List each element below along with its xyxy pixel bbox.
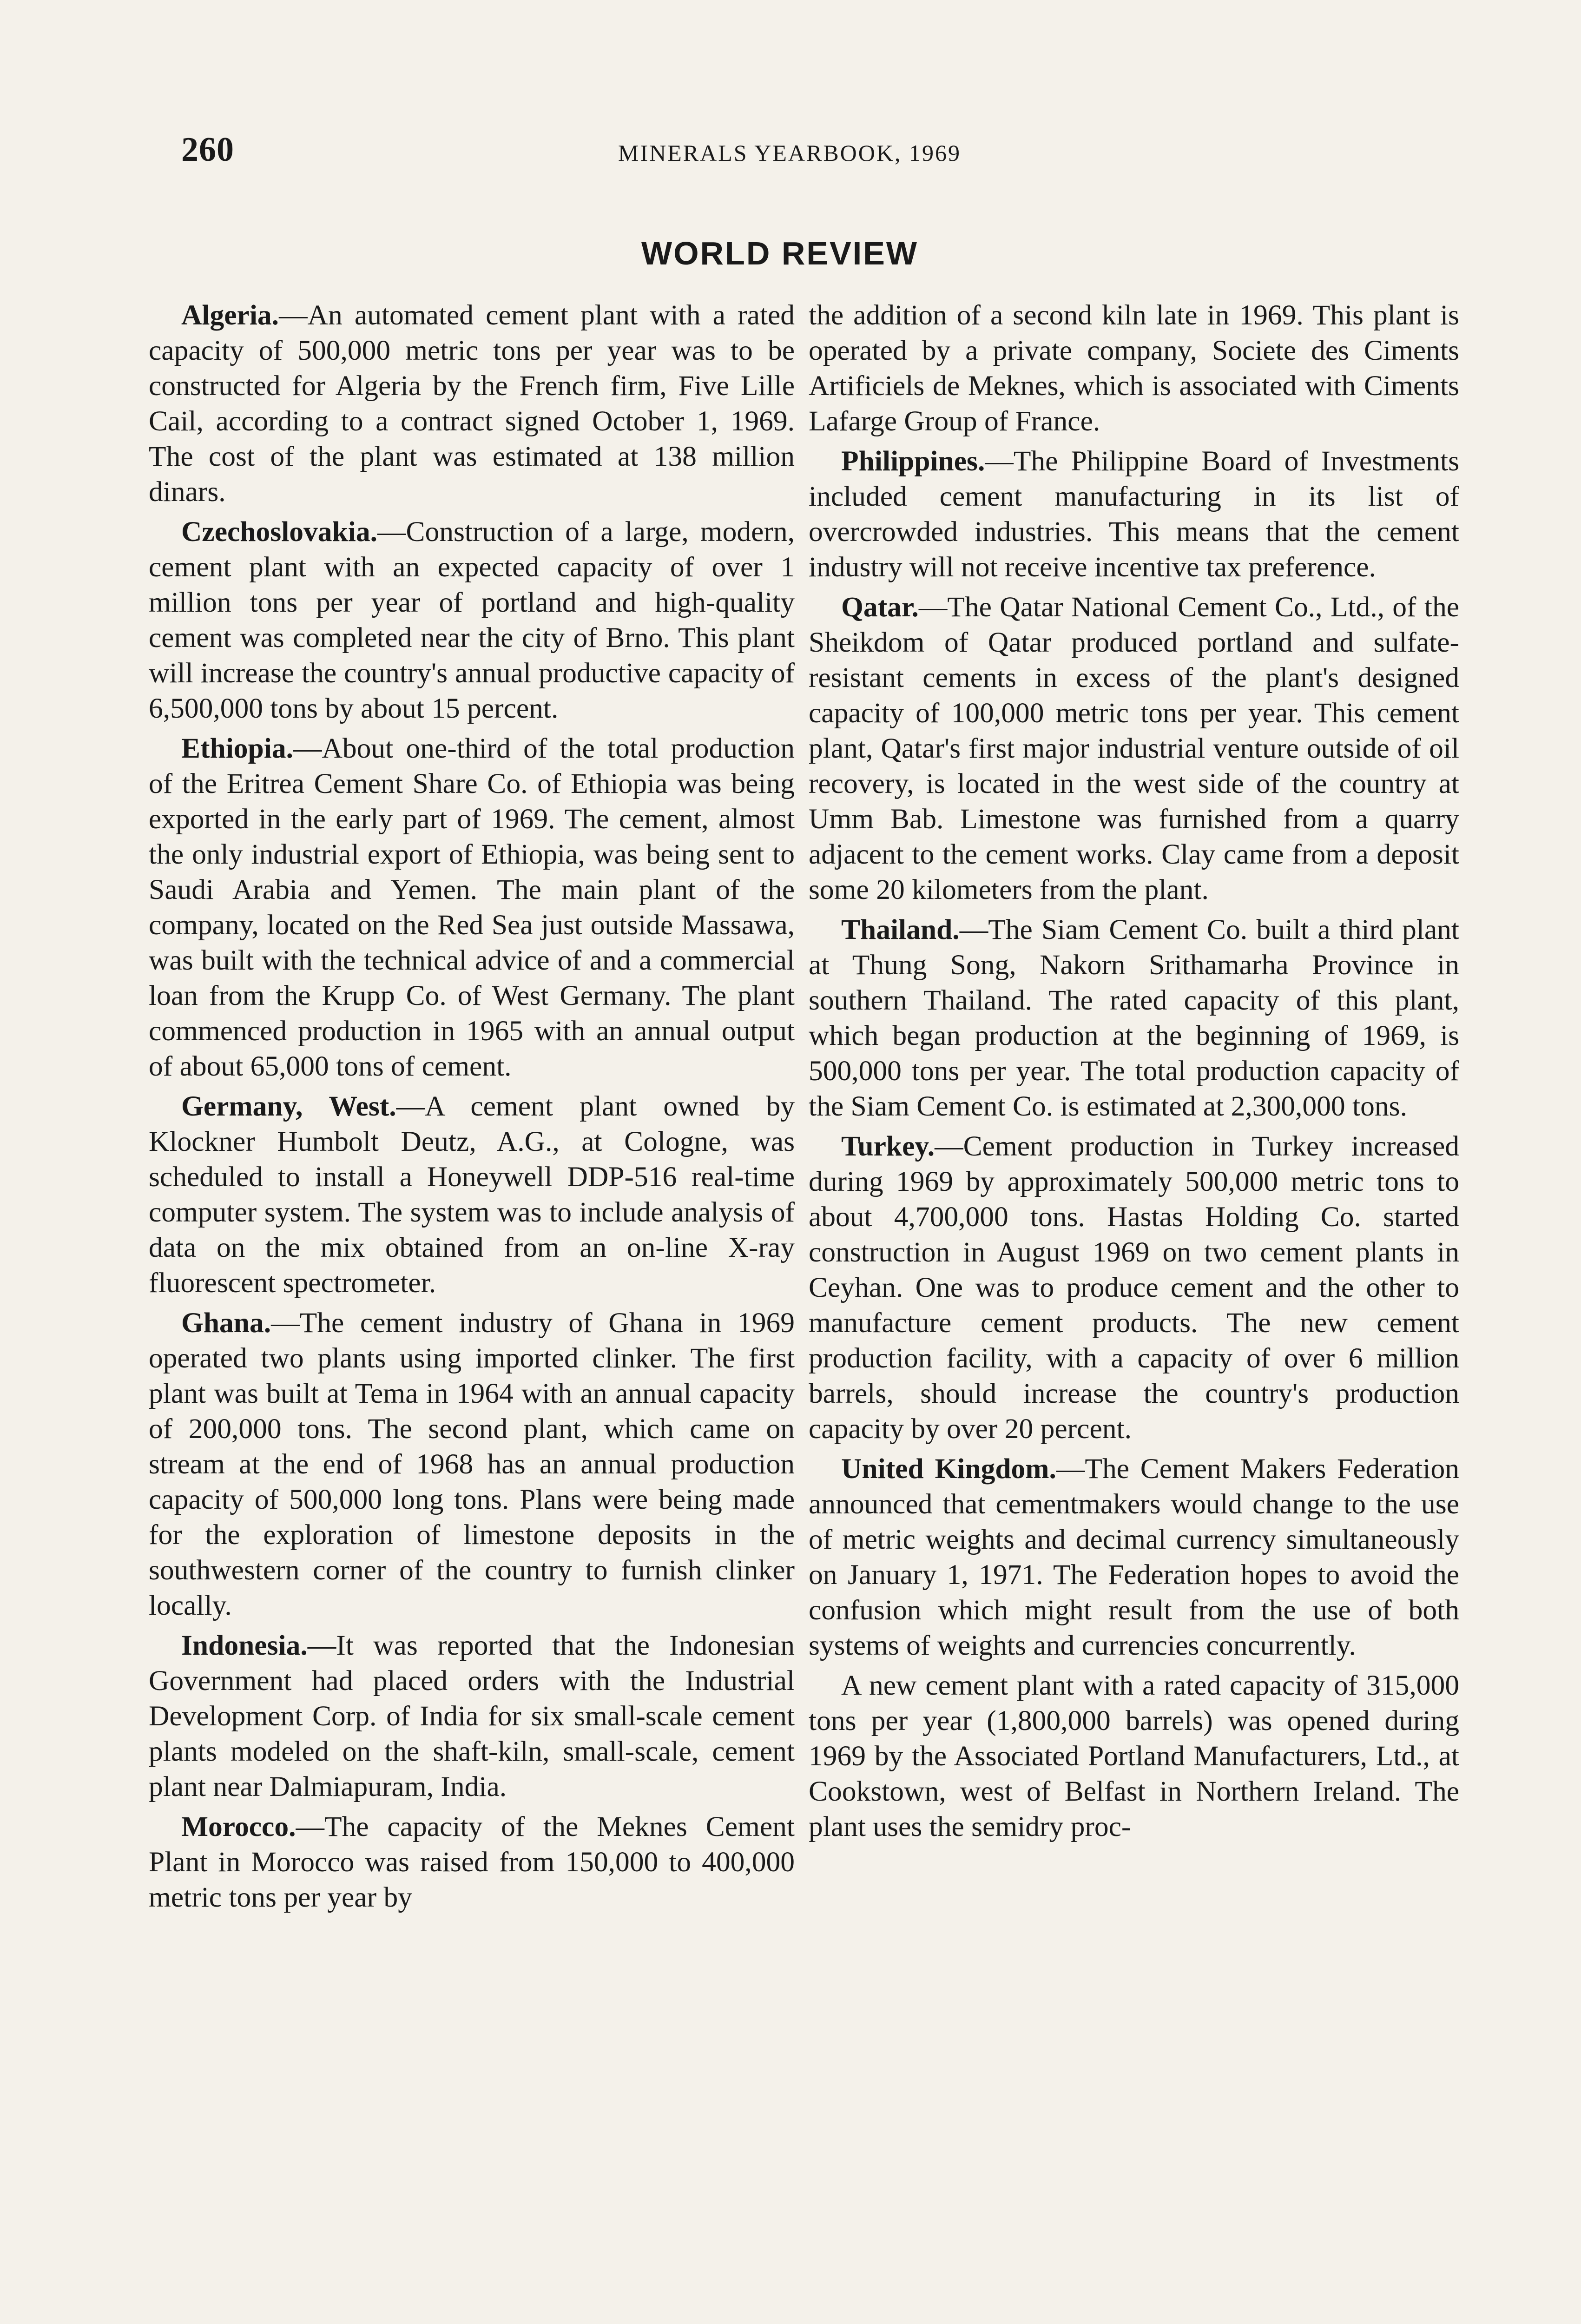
country-heading: Ghana.	[181, 1307, 271, 1339]
paragraph-text: —Construction of a large, modern, cement plant with an expected capacity of over 1 million tons per year of portland and high-quality cement was completed near the city of Brno. This plant will increase the country's annual productive capacity of 6,500,000 tons by about 15 percent.	[149, 516, 795, 724]
paragraph-text: —The Qatar National Cement Co., Ltd., of the Sheikdom of Qatar produced portland and sulfate-resistant cements in excess of the plant's designed capacity of 100,000 metric tons per year. This cement plant, Qatar's first major industrial venture outside of oil recovery, is located in the west side of the country at Umm Bab. Limestone was furnished from a quarry adjacent to the cement works. Clay came from a deposit some 20 kilometers from the plant.	[809, 591, 1459, 905]
paragraph-czechoslovakia	[149, 514, 795, 726]
paragraph-text: —A cement plant owned by Klockner Humbolt Deutz, A.G., at Cologne, was scheduled to install a Honeywell DDP-516 real-time computer system. The system was to include analysis of data on the mix obtained from an on-line X-ray fluorescent spectrometer.	[149, 1090, 795, 1299]
paragraph-text: —The Philippine Board of Investments included cement manufacturing in its list of overcrowded industries. This means that the cement industry will not receive incentive tax preference.	[809, 445, 1459, 583]
paragraph-qatar	[809, 589, 1459, 907]
paragraph-northern-ireland-plant	[809, 1668, 1459, 1844]
section-title: WORLD REVIEW	[641, 235, 918, 271]
country-heading: Germany, West.	[181, 1090, 396, 1122]
paragraph-thailand	[809, 912, 1459, 1124]
country-heading: Morocco.	[181, 1811, 296, 1842]
page-number: 260	[181, 131, 234, 169]
paragraph-philippines	[809, 443, 1459, 585]
left-column	[149, 297, 795, 1920]
paragraph-morocco	[149, 1809, 795, 1915]
paragraph-text: —The Siam Cement Co. built a third plant at Thung Song, Nakorn Srithamarha Province in southern Thailand. The rated capacity of this plant, which began production at the beginning of 1969, is 500,000 tons per year. The total production capacity of the Siam Cement Co. is estimated at 2,300,000 tons.	[809, 914, 1459, 1122]
paragraph-text: —The cement industry of Ghana in 1969 operated two plants using imported clinker. The first plant was built at Tema in 1964 with an annual capacity of 200,000 tons. The second plant, which came on stream at the end of 1968 has an annual production capacity of 500,000 long tons. Plans were being made for the exploration of limestone deposits in the southwestern corner of the country to furnish clinker locally.	[149, 1307, 795, 1621]
paragraph-text: —The Cement Makers Federation announced that cementmakers would change to the use of metric weights and decimal currency simultaneously on January 1, 1971. The Federation hopes to avoid the confusion which might result from the use of both systems of weights and currencies concurrently.	[809, 1453, 1460, 1661]
country-heading: Indonesia.	[181, 1630, 308, 1661]
paragraph-algeria	[149, 297, 795, 509]
country-heading: United Kingdom.	[841, 1453, 1056, 1485]
country-heading: Qatar.	[841, 591, 919, 623]
paragraph-germany-west	[149, 1089, 795, 1301]
country-heading: Czechoslovakia.	[181, 516, 377, 548]
paragraph-text: —It was reported that the Indonesian Government had placed orders with the Industrial Development Corp. of India for six small-scale cement plants modeled on the shaft-kiln, small-scale, cement plant near Dalmiapuram, India.	[149, 1630, 795, 1802]
country-heading: Algeria.	[181, 299, 279, 331]
paragraph-indonesia	[149, 1628, 795, 1804]
paragraph-text: —The capacity of the Meknes Cement Plant in Morocco was raised from 150,000 to 400,000 metric tons per year by	[149, 1811, 795, 1913]
paragraph-morocco-continued: the addition of a second kiln late in 1969. This plant is operated by a private company, Societe des Ciments Artificiels de Meknes, which is associated with Ciments Lafarge Group of France.	[809, 299, 1459, 437]
paragraph-ghana	[149, 1305, 795, 1623]
paragraph-turkey	[809, 1129, 1459, 1446]
paragraph-text: —About one-third of the total production of the Eritrea Cement Share Co. of Ethiopia was being exported in the early part of 1969. The cement, almost the only industrial export of Ethiopia, was being sent to Saudi Arabia and Yemen. The main plant of the company, located on the Red Sea just outside Massawa, was built with the technical advice of and a commercial loan from the Krupp Co. of West Germany. The plant commenced production in 1965 with an annual output of about 65,000 tons of cement.	[149, 733, 795, 1082]
country-heading: Philippines.	[841, 445, 985, 477]
running-title: MINERALS YEARBOOK, 1969	[618, 140, 961, 166]
paragraph-text: —Cement production in Turkey increased during 1969 by approximately 500,000 metric tons to about 4,700,000 tons. Hastas Holding Co. started construction in August 1969 on two cement plants in Ceyhan. One was to produce cement and the other to manufacture cement products. The new cement production facility, with a capacity of over 6 million barrels, should increase the country's production capacity by over 20 percent.	[809, 1130, 1459, 1445]
paragraph-united-kingdom	[809, 1451, 1459, 1663]
paragraph-ethiopia	[149, 731, 795, 1084]
right-column	[809, 297, 1459, 1849]
paragraph-text: A new cement plant with a rated capacity of 315,000 tons per year (1,800,000 barrels) was opened during 1969 by the Associated Portland Manufacturers, Ltd., at Cookstown, west of Belfast in Northern Ireland. The plant uses the semidry proc-	[809, 1670, 1459, 1842]
country-heading: Turkey.	[841, 1130, 935, 1162]
country-heading: Ethiopia.	[181, 733, 293, 764]
paragraph-text: —An automated cement plant with a rated capacity of 500,000 metric tons per year was to be constructed for Algeria by the French firm, Five Lille Cail, according to a contract signed October 1, 1969. The cost of the plant was estimated at 138 million dinars.	[149, 299, 795, 508]
country-heading: Thailand.	[841, 914, 960, 945]
